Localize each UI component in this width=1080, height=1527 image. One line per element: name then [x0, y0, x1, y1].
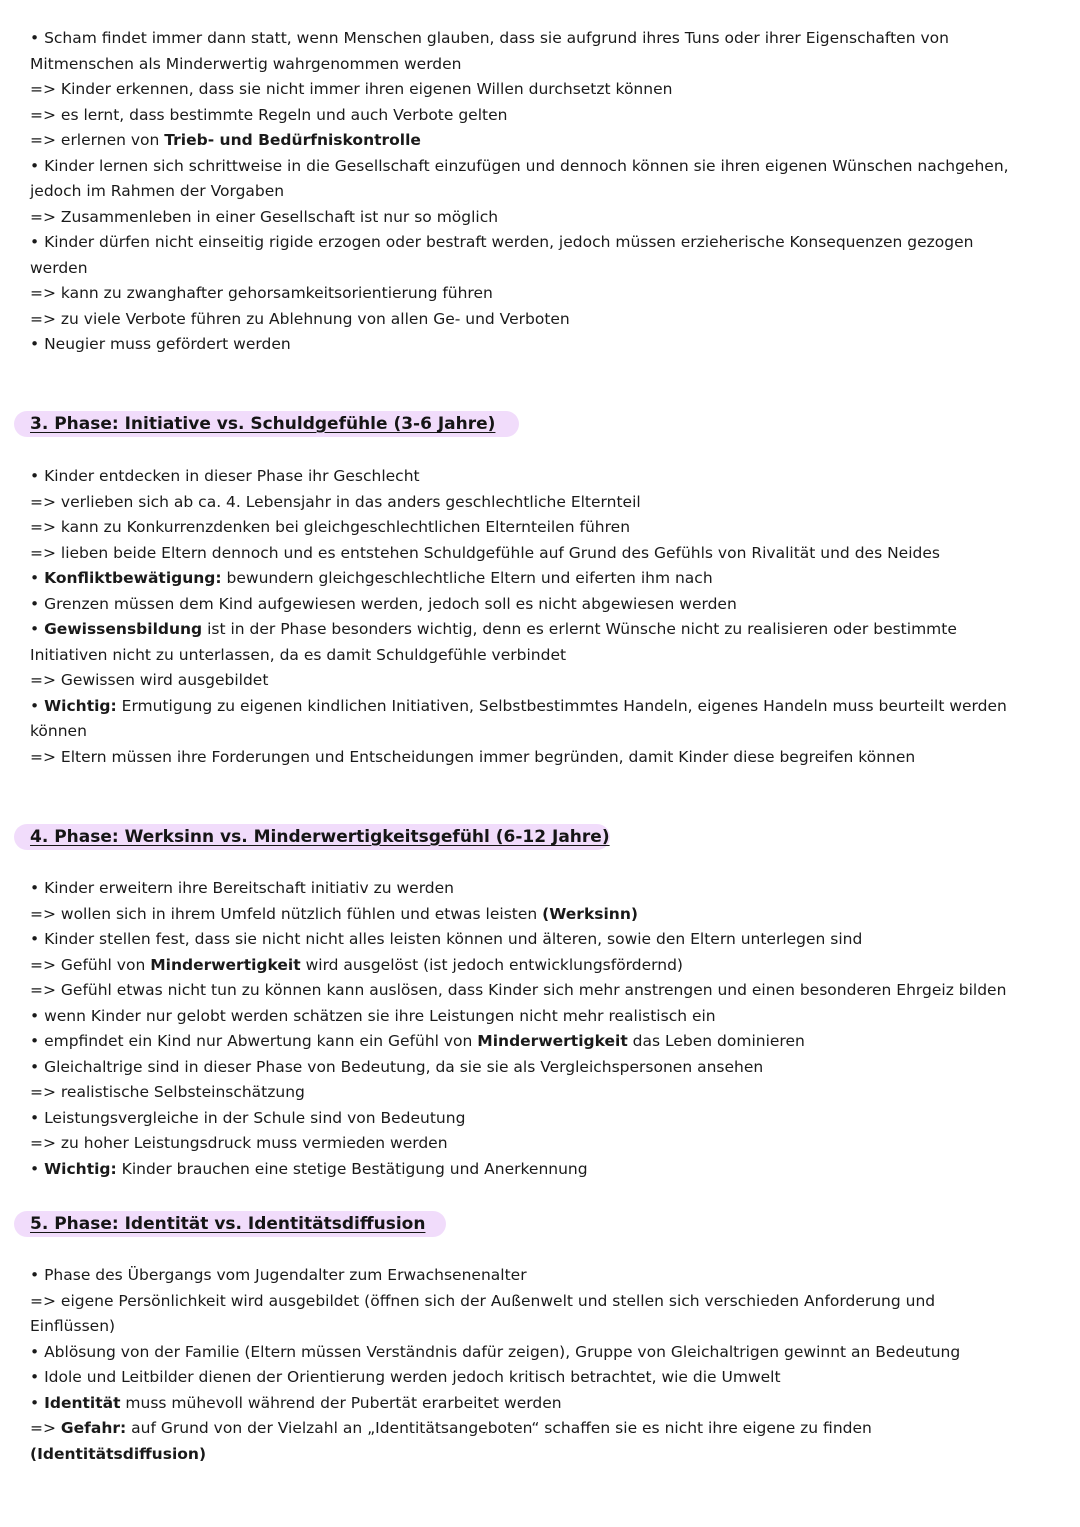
note-line [30, 1055, 1060, 1081]
note-text: => zu hoher Leistungsdruck muss vermieden werden [30, 1134, 448, 1152]
note-line [30, 1080, 1060, 1106]
note-line [30, 566, 1060, 592]
note-line [30, 179, 1060, 205]
note-text: • Kinder erweitern ihre Bereitschaft initiativ zu werden [30, 879, 454, 897]
note-line [30, 902, 1060, 928]
note-text: => kann zu zwanghafter gehorsamkeitsorientierung führen [30, 284, 493, 302]
note-line [30, 1004, 1060, 1030]
note-text: jedoch im Rahmen der Vorgaben [30, 182, 285, 200]
note-line [30, 26, 1060, 52]
note-line [30, 490, 1060, 516]
note-line [30, 515, 1060, 541]
note-line [30, 77, 1060, 103]
note-text: => wollen sich in ihrem Umfeld nützlich fühlen und etwas leisten [30, 904, 543, 923]
note-line [30, 1391, 1060, 1417]
note-line [30, 694, 1060, 720]
note-line [30, 978, 1060, 1004]
note-text: => lieben beide Eltern dennoch und es entstehen Schuldgefühle auf Grund des Gefühls von Rivalität und des Neides [30, 543, 940, 562]
note-text: • Grenzen müssen dem Kind aufgewiesen werden, jedoch soll es nicht abgewiesen werden [30, 594, 737, 613]
emphasis-text: Gewissensbildung [44, 620, 203, 638]
note-text: => realistische Selbsteinschätzung [30, 1083, 305, 1101]
note-text: das Leben dominieren [627, 1032, 805, 1050]
note-line [30, 1263, 1060, 1289]
note-line [30, 1365, 1060, 1391]
note-text: => verlieben sich ab ca. 4. Lebensjahr in das anders geschlechtliche Elternteil [30, 492, 641, 511]
note-text: => Gewissen wird ausgebildet [30, 671, 269, 689]
emphasis-text: Identität [44, 1393, 121, 1412]
note-text: • Kinder entdecken in dieser Phase ihr Geschlecht [30, 467, 420, 485]
emphasis-text: Minderwertigkeit [477, 1032, 628, 1050]
note-text: • Kinder lernen sich schrittweise in die Gesellschaft einzufügen und dennoch können sie ihren eigenen Wünschen nachgehen, [30, 156, 1009, 175]
note-text: • wenn Kinder nur gelobt werden schätzen sie ihre Leistungen nicht mehr realistisch ein [30, 1006, 716, 1025]
note-line [30, 1029, 1060, 1055]
note-text: • Gleichaltrige sind in dieser Phase von Bedeutung, da sie sie als Vergleichspersonen ansehen [30, 1057, 764, 1076]
note-text: muss mühevoll während der Pubertät erarbeitet werden [120, 1393, 562, 1412]
phase5-heading [14, 1211, 446, 1237]
note-line [30, 876, 1060, 902]
note-line [30, 52, 1060, 78]
note-text: Ermutigung zu eigenen kindlichen Initiativen, Selbstbestimmtes Handeln, eigenes Handeln muss beurteilt werden [116, 696, 1007, 715]
note-line [30, 1416, 1060, 1442]
note-line [30, 307, 1060, 333]
note-line [30, 953, 1060, 979]
note-text: => es lernt, dass bestimmte Regeln und auch Verbote gelten [30, 105, 508, 124]
note-text: Initiativen nicht zu unterlassen, da es damit Schuldgefühle verbindet [30, 645, 567, 664]
note-text: ist in der Phase besonders wichtig, denn es erlernt Wünsche nicht zu realisieren oder bestimmte [202, 620, 957, 638]
note-text: => Gefühl etwas nicht tun zu können kann auslösen, dass Kinder sich mehr anstrengen und einen besonderen Ehrgeiz bilden [30, 981, 1007, 999]
emphasis-text: Gefahr: [60, 1419, 127, 1437]
phase4-heading-text: 4. Phase: Werksinn vs. Minderwertigkeitsgefühl (6-12 Jahre) [30, 827, 610, 847]
note-line [30, 541, 1060, 567]
emphasis-text: Wichtig: [44, 696, 117, 715]
note-text: => zu viele Verbote führen zu Ablehnung von allen Ge- und Verboten [30, 309, 570, 328]
note-text: Einflüssen) [30, 1317, 116, 1335]
note-text: • Ablösung von der Familie (Eltern müssen Verständnis dafür zeigen), Gruppe von Gleichaltrigen gewinnt an Bedeutung [30, 1342, 961, 1361]
note-line [30, 281, 1060, 307]
note-text: • [30, 696, 45, 715]
note-text: werden [30, 258, 88, 277]
note-text: => [30, 1419, 61, 1437]
emphasis-text: Minderwertigkeit [150, 955, 301, 974]
note-text: • Leistungsvergleiche in der Schule sind von Bedeutung [30, 1108, 466, 1127]
note-text: • Kinder stellen fest, dass sie nicht nicht alles leisten können und älteren, sowie den Eltern unterlegen sind [30, 930, 863, 948]
note-text: • Phase des Übergangs vom Jugendalter zum Erwachsenenalter [30, 1266, 527, 1284]
note-line [30, 1442, 1060, 1468]
phase4-heading [14, 824, 610, 850]
note-line [30, 1131, 1060, 1157]
note-line [30, 1340, 1060, 1366]
note-text: • Neugier muss gefördert werden [30, 335, 291, 353]
note-line [30, 1106, 1060, 1132]
phase3-heading-text: 3. Phase: Initiative vs. Schuldgefühle (3-6 Jahre) [30, 414, 496, 434]
note-text: • Kinder dürfen nicht einseitig rigide erzogen oder bestraft werden, jedoch müssen erzieherische Konsequenzen gezogen [30, 233, 974, 251]
note-text: => Kinder erkennen, dass sie nicht immer ihren eigenen Willen durchsetzt können [30, 80, 673, 98]
note-text: => erlernen von [30, 131, 165, 149]
note-line [30, 719, 1060, 745]
note-text: => Zusammenleben in einer Gesellschaft ist nur so möglich [30, 207, 499, 226]
phase3-heading [14, 411, 519, 437]
note-line [30, 464, 1060, 490]
note-line [30, 617, 1060, 643]
note-line [30, 745, 1060, 771]
note-line [30, 205, 1060, 231]
note-line [30, 668, 1060, 694]
note-text: wird ausgelöst (ist jedoch entwicklungsfördernd) [300, 955, 683, 974]
note-line [30, 332, 1060, 358]
note-line [30, 128, 1060, 154]
emphasis-text: Trieb- und Bedürfniskontrolle [164, 131, 421, 149]
note-line [30, 643, 1060, 669]
note-text: => kann zu Konkurrenzdenken bei gleichgeschlechtlichen Elternteilen führen [30, 518, 631, 536]
note-line [30, 230, 1060, 256]
note-line [30, 927, 1060, 953]
note-text: können [30, 722, 87, 740]
note-line [30, 1314, 1060, 1340]
note-text: Mitmenschen als Minderwertig wahrgenommen werden [30, 54, 462, 73]
note-line [30, 592, 1060, 618]
note-text: => Gefühl von [30, 955, 151, 974]
emphasis-text: Konfliktbewätigung: [44, 569, 222, 587]
note-text: • [30, 1159, 45, 1178]
note-line [30, 256, 1060, 282]
note-text: bewundern gleichgeschlechtliche Eltern und eiferten ihm nach [221, 569, 713, 587]
note-text: • Scham findet immer dann statt, wenn Menschen glauben, dass sie aufgrund ihres Tuns oder ihrer Eigenschaften von [30, 29, 949, 47]
note-text: • Idole und Leitbilder dienen der Orientierung werden jedoch kritisch betrachtet, wie die Umwelt [30, 1368, 781, 1386]
emphasis-text: (Werksinn) [542, 904, 638, 923]
note-text: Kinder brauchen eine stetige Bestätigung und Anerkennung [116, 1159, 588, 1178]
note-text: • [30, 620, 45, 638]
note-text: => eigene Persönlichkeit wird ausgebildet (öffnen sich der Außenwelt und stellen sich verschieden Anforderung und [30, 1291, 936, 1310]
emphasis-text: (Identitätsdiffusion) [30, 1444, 207, 1463]
note-line [30, 1289, 1060, 1315]
note-text: • [30, 1393, 45, 1412]
note-line [30, 154, 1060, 180]
emphasis-text: Wichtig: [44, 1159, 117, 1178]
note-line [30, 1157, 1060, 1183]
note-text: auf Grund von der Vielzahl an „Identitätsangeboten“ schaffen sie es nicht ihre eigene zu finden [126, 1419, 872, 1437]
note-text: • [30, 569, 45, 587]
phase5-heading-text: 5. Phase: Identität vs. Identitätsdiffusion [30, 1214, 426, 1234]
note-line [30, 103, 1060, 129]
note-text: => Eltern müssen ihre Forderungen und Entscheidungen immer begründen, damit Kinder diese begreifen können [30, 747, 916, 766]
note-text: • empfindet ein Kind nur Abwertung kann ein Gefühl von [30, 1032, 478, 1050]
